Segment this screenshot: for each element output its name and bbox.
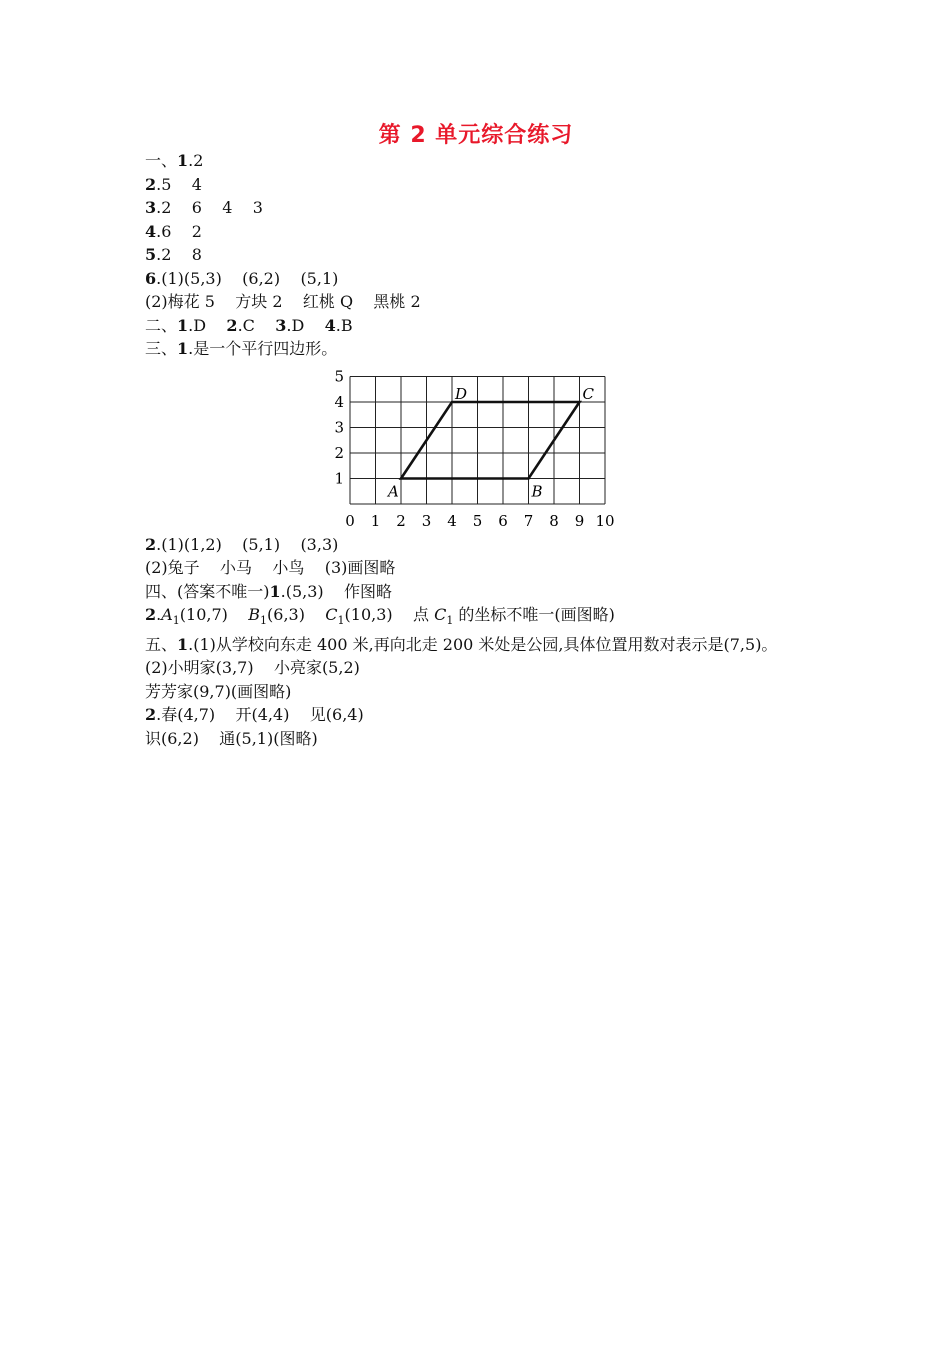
y-tick-label: 1	[334, 469, 344, 487]
answer-text: .6 2	[156, 221, 202, 241]
answer-text: 的坐标不唯一(画图略)	[453, 605, 615, 624]
answer-text: .	[156, 605, 162, 624]
s5-line-2	[145, 656, 825, 680]
s3-line-2	[145, 533, 825, 557]
question-number: 1	[177, 151, 189, 170]
section-2-heading: 二、	[145, 315, 178, 335]
answer-text: .(1)(1,2) (5,1) (3,3)	[156, 534, 339, 554]
section-3-heading: 三、	[145, 339, 178, 358]
point-subscript: 1	[172, 614, 180, 628]
vertex-label-C: C	[582, 384, 594, 403]
point-letter: C	[434, 605, 447, 624]
y-axis-ticks	[334, 367, 344, 487]
s4-line-2	[145, 603, 825, 633]
s3-line-3	[145, 556, 825, 580]
s1-line-6	[145, 267, 825, 291]
y-tick-label: 2	[334, 443, 344, 462]
answer-text: 识(6,2) 通(5,1)(图略)	[145, 728, 318, 748]
answer-text: 芳芳家(9,7)(画图略)	[145, 681, 292, 701]
grid-figure	[145, 361, 825, 533]
s1-line-7	[145, 290, 825, 314]
point-subscript: 1	[337, 614, 345, 628]
point-letter: C	[325, 605, 338, 624]
section-1-heading: 一、	[145, 151, 178, 170]
point-coordinate: (10,7)	[179, 605, 228, 624]
answer-text: .D	[188, 315, 207, 335]
x-tick-label: 10	[595, 511, 615, 530]
point-coordinate: (10,3)	[344, 605, 393, 624]
answer-text: .(5,3) 作图略	[280, 581, 393, 601]
question-number: 2	[145, 605, 157, 624]
point-coordinate: (6,3)	[267, 605, 305, 624]
answer-text: (2)兔子 小马 小鸟 (3)画图略	[145, 558, 396, 577]
answer-text: (2)梅花 5 方块 2 红桃 Q 黑桃 2	[145, 292, 421, 311]
question-number: 2	[145, 705, 157, 725]
s4-line-1	[145, 580, 825, 604]
question-number: 6	[145, 268, 157, 288]
question-number: 2	[145, 534, 157, 554]
question-number: 2	[145, 174, 157, 194]
vertex-label-A: A	[388, 482, 399, 500]
s1-line-2	[145, 173, 825, 197]
question-number: 3	[145, 198, 157, 217]
y-tick-label: 3	[334, 418, 344, 436]
s1-line-3	[145, 196, 825, 220]
answer-text: .2 6 4 3	[156, 198, 263, 217]
parallelogram-ABCD	[401, 402, 580, 479]
s1-line-4	[145, 220, 825, 244]
question-number: 4	[324, 315, 336, 335]
s5-line-1	[145, 633, 825, 657]
coordinate-graph	[145, 361, 825, 533]
answer-text: .2 8	[156, 245, 202, 264]
question-number: 4	[145, 221, 157, 241]
answer-content	[145, 149, 825, 750]
x-tick-label: 7	[523, 511, 534, 530]
x-tick-label: 9	[574, 511, 585, 530]
answer-text: .(1)(5,3) (6,2) (5,1)	[156, 268, 339, 288]
point-subscript: 1	[446, 614, 454, 628]
x-axis-ticks	[345, 512, 614, 530]
answer-text: .2	[188, 151, 204, 170]
x-tick-label: 0	[345, 511, 355, 530]
vertex-label-B: B	[531, 482, 543, 500]
page-title: 第 2 单元综合练习	[378, 123, 574, 148]
s1-line-1	[145, 149, 825, 173]
point-subscript: 1	[260, 614, 268, 628]
question-number: 1	[177, 634, 189, 654]
answer-text: .B	[335, 315, 353, 335]
y-tick-label: 4	[334, 392, 344, 411]
answer-text: .5 4	[156, 174, 202, 194]
question-number: 1	[269, 581, 281, 601]
question-number: 1	[177, 315, 189, 335]
s5-line-4	[145, 703, 825, 727]
s2-line-1	[145, 314, 825, 338]
x-tick-label: 8	[549, 511, 559, 530]
s5-line-3	[145, 680, 825, 704]
x-tick-label: 1	[370, 511, 381, 530]
y-tick-label: 5	[334, 367, 344, 385]
question-number: 1	[177, 339, 189, 358]
answer-text: .C	[237, 315, 255, 335]
point-letter: A	[161, 605, 173, 624]
vertex-label-D: D	[455, 384, 468, 403]
question-number: 3	[275, 315, 287, 335]
s3-line-1	[145, 337, 825, 361]
point-letter: B	[248, 605, 261, 624]
x-tick-label: 2	[396, 511, 406, 530]
question-number: 5	[145, 245, 157, 264]
answer-text: (2)小明家(3,7) 小亮家(5,2)	[145, 658, 360, 678]
answer-text: 点	[413, 605, 435, 624]
question-number: 2	[226, 315, 238, 335]
x-tick-label: 4	[447, 511, 457, 530]
answer-text: .D	[286, 315, 305, 335]
x-tick-label: 3	[421, 511, 432, 530]
x-tick-label: 6	[498, 511, 508, 530]
section-4-heading: 四、(答案不唯一)	[145, 581, 270, 601]
x-tick-label: 5	[472, 511, 483, 530]
s5-line-5	[145, 727, 825, 751]
answer-text: .(1)从学校向东走 400 米,再向北走 200 米处是公园,具体位置用数对表示是(7,5)。	[188, 634, 778, 654]
s1-line-5	[145, 243, 825, 267]
answer-text: .是一个平行四边形。	[188, 339, 338, 358]
section-5-heading: 五、	[145, 634, 178, 654]
answer-text: .春(4,7) 开(4,4) 见(6,4)	[156, 705, 364, 725]
